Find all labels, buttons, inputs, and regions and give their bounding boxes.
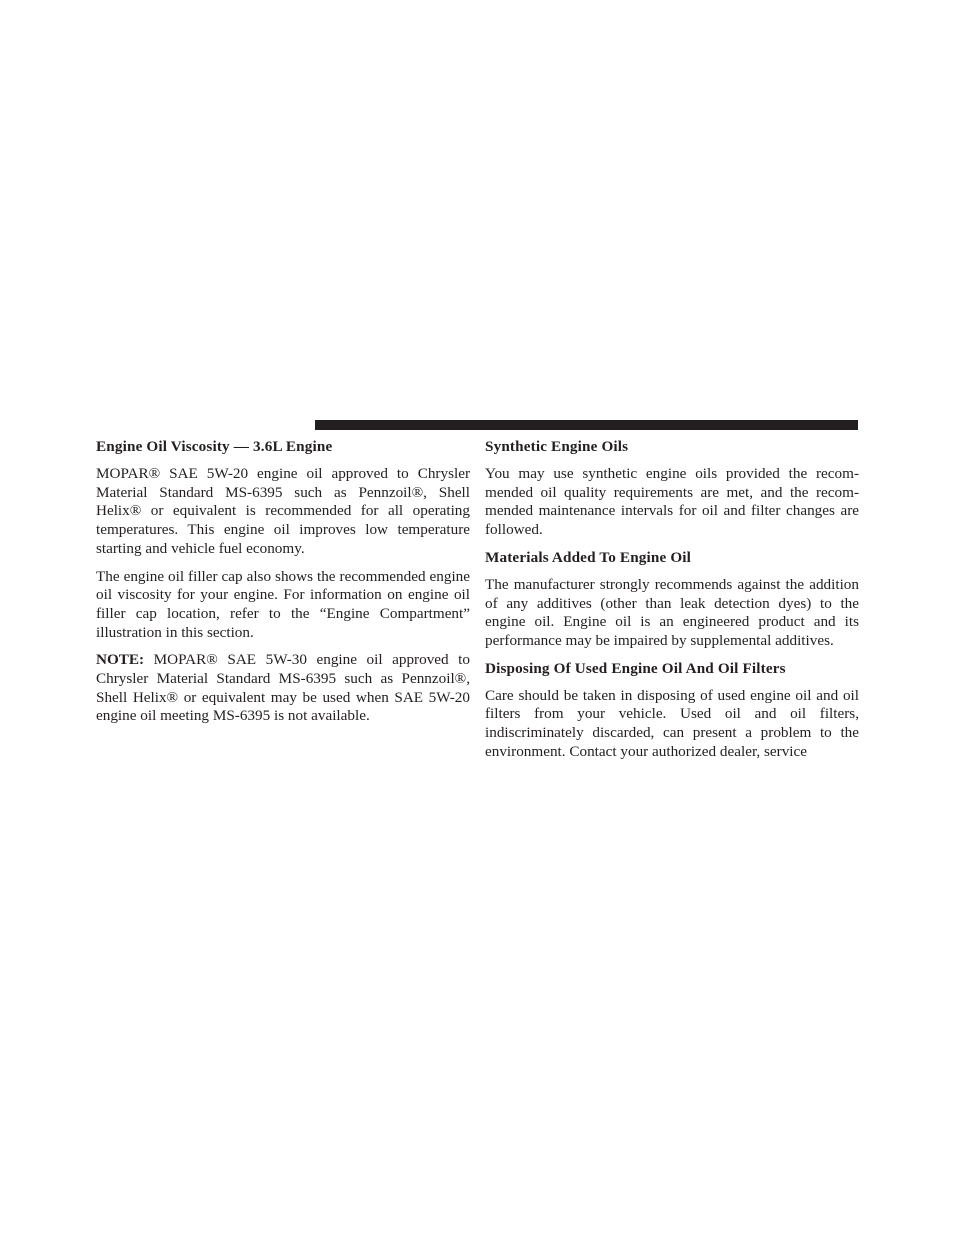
section-header-bar (315, 420, 858, 430)
disposing-oil-heading: Disposing Of Used Engine Oil And Oil Filters (485, 659, 786, 677)
left-column (96, 437, 470, 735)
synthetic-oils-heading: Synthetic Engine Oils (485, 438, 629, 455)
synthetic-oils-paragraph: You may use synthetic engine oils provided the recommended oil quality requirements are met, and the recommended maintenance intervals for oil and filter changes are followed. (485, 465, 859, 539)
engine-oil-viscosity-heading: Engine Oil Viscosity — 3.6L Engine (96, 438, 333, 455)
viscosity-paragraph: MOPAR® SAE 5W-20 engine oil approved to Chrysler Material Standard MS-6395 such as Pennzoil®, Shell Helix® or equivalent is recommended for all operating temperatures. This engine oil improves low temperature starting and vehicle fuel economy. (96, 465, 470, 557)
note-paragraph (96, 651, 470, 726)
filler-cap-paragraph: The engine oil filler cap also shows the recommended engine oil viscosity for your engine. For information on engine oil filler cap location, refer to the “Engine Compartment” illustration in this section. (96, 567, 470, 641)
note-label: NOTE: (96, 651, 145, 669)
disposing-oil-paragraph: Care should be taken in disposing of used engine oil and oil filters from your vehicle. Used oil and oil filters, indiscriminately discarded, can present a problem to the environment. Contact your authorized dealer, service (485, 686, 859, 760)
materials-added-heading: Materials Added To Engine Oil (485, 548, 692, 566)
note-text: MOPAR® SAE 5W-30 engine oil approved to Chrysler Material Standard MS-6395 such as Pennzoil®, Shell Helix® or equivalent may be used when SAE 5W-20 engine oil meeting MS-6395 is not available. (96, 651, 470, 725)
materials-added-paragraph: The manufacturer strongly recommends against the addition of any additives (other than leak detection dyes) to the engine oil. Engine oil is an engineered product and its performance may be impaired by supplemental additives. (485, 575, 859, 649)
right-column (485, 437, 859, 770)
